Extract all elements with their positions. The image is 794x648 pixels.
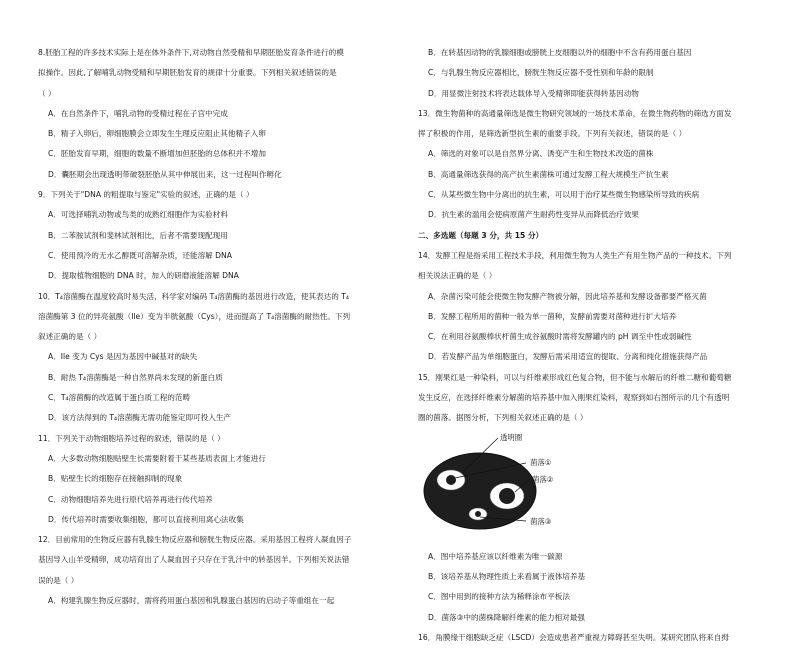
answer-option: C．动物细胞培养先进行原代培养再进行传代培养	[48, 494, 213, 504]
colony-1	[446, 475, 456, 485]
question-text-line: 11．下列关于动物细胞培养过程的叙述，错误的是（ ）	[38, 433, 225, 443]
question-text-line: 基因导入山羊受精卵，成功培育出了人凝血因子只存在于乳汁中的转基因羊。下列相关说法错	[38, 555, 350, 565]
answer-option: B．耐热 T₄溶菌酶是一种自然界尚未发现的新蛋白质	[48, 372, 223, 382]
answer-option: C．使用预冷的无水乙醇既可溶解杂质，还能溶解 DNA	[48, 250, 232, 260]
right-column	[418, 43, 773, 648]
question-text-line: 挥了积极的作用，是筛选新型抗生素的重要手段。下列有关叙述，错误的是（ ）	[418, 129, 687, 139]
question-text-line: 发生反应，在选择纤维素分解菌的培养基中加入刚果红染料，观察到如右图所示的几个有透明	[418, 393, 730, 403]
answer-option: A．筛选的对象可以是自然界分离、诱变产生和生物技术改造的菌株	[428, 149, 654, 159]
colony-3	[475, 511, 481, 517]
question-text-line: 13．微生物菌种的高通量筛选是微生物研究领域的一场技术革命，在微生物药物的筛选方面发	[418, 108, 732, 118]
answer-option: B．发酵工程所用的菌种一般为单一菌种，发酵前需要对菌种进行扩大培养	[428, 311, 677, 321]
answer-option: B．在转基因动物的乳腺细胞或膀胱上皮细胞以外的细胞中不含有药用蛋白基因	[428, 48, 692, 57]
answer-option: C．在利用谷氨酸棒状杆菌生成谷氨酸时需将发酵罐内的 pH 调至中性或弱碱性	[428, 332, 692, 342]
answer-option: A．Ile 变为 Cys 是因为基因中碱基对的缺失	[48, 352, 198, 362]
answer-option: D．若发酵产品为单细胞蛋白，发酵后需采用适宜的提取、分离和纯化措施获得产品	[428, 352, 708, 362]
petri-dish-figure	[418, 429, 773, 547]
question-text-line: 12．目前常用的生物反应器有乳腺生物反应器和膀胱生物反应器。采用基因工程将人凝血因子	[38, 535, 352, 545]
label-colony-3: 菌落③	[530, 516, 552, 526]
question-text-line: 溶菌酶第 3 位的异亮氨酸（Ile）变为半胱氨酸（Cys），进而提高了 T₄溶菌酶的耐热性。下列	[38, 311, 351, 321]
answer-option: C．胚胎发育早期，细胞的数量不断增加但胚胎的总体积并不增加	[48, 149, 266, 159]
answer-option: A．可选择哺乳动物或鸟类的成熟红细胞作为实验材料	[48, 210, 228, 220]
answer-option: B．该培养基从物理性质上来看属于液体培养基	[428, 571, 586, 581]
question-text-line: 圈的菌落。据图分析，下列相关叙述正确的是（ ）	[418, 413, 588, 423]
label-clear-zone: 透明圈	[500, 432, 523, 442]
answer-option: D．该方法得到的 T₄溶菌酶无需功能鉴定即可投入生产	[48, 413, 232, 423]
answer-option: A．图中培养基应该以纤维素为唯一碳源	[428, 551, 563, 561]
colony-2	[499, 488, 515, 504]
answer-option: C．T₄溶菌酶的改造属于蛋白质工程的范畴	[48, 393, 191, 403]
right-column-top	[418, 43, 773, 429]
label-colony-2: 菌落②	[532, 474, 554, 484]
question-text-line: 16．角膜缘干细胞缺乏症（LSCD）会造成患者严重视力障碍甚至失明。某研究团队将来自拇	[418, 632, 729, 642]
answer-option: B．贴壁生长的细胞存在接触抑制的现象	[48, 474, 183, 484]
question-text-line: 相关说法正确的是（ ）	[418, 271, 497, 281]
question-text-line: 叙述正确的是（ ）	[38, 332, 102, 342]
answer-option: D．抗生素的滥用会使病原菌产生耐药性变异从而降低治疗效果	[428, 210, 639, 220]
question-text-line: 14．发酵工程是指采用工程技术手段，利用微生物为人类生产有用生物产品的一种技术。下列	[418, 250, 732, 260]
answer-option: C．从某些微生物中分离出的抗生素，可以用于治疗某些微生物感染所导致的疾病	[428, 190, 700, 200]
answer-option: B．高通量筛选获得的高产抗生素菌株可通过发酵工程大规模生产抗生素	[428, 169, 669, 179]
petri-dish-diagram	[418, 429, 718, 547]
label-colony-1: 菌落①	[530, 457, 552, 467]
question-text-line: 9．下列关于"DNA 的粗提取与鉴定"实验的叙述，正确的是（ ）	[38, 190, 254, 200]
answer-option: B．二苯胺试剂和斐林试剂相比，后者不需要现配现用	[48, 230, 228, 240]
section-heading: 二、多选题（每题 3 分，共 15 分）	[418, 230, 544, 240]
question-text-line: 8.胚胎工程的许多技术实际上是在体外条件下,对动物自然受精和早期胚胎发育条件进行的模	[38, 48, 344, 57]
answer-option: A．在自然条件下，哺乳动物的受精过程在子宫中完成	[48, 108, 228, 118]
question-text-line: 拟操作。因此,了解哺乳动物受精和早期胚胎发育的规律十分重要。下列相关叙述错误的是	[38, 68, 337, 78]
question-text-line: 10．T₄溶菌酶在温度较高时易失活，科学家对编码 T₄溶菌酶的基因进行改造，使其表达的 T₄	[38, 291, 349, 301]
answer-option: A．大多数动物细胞贴壁生长需要附着于某些基质表面上才能进行	[48, 453, 266, 463]
answer-option: D．传代培养时需要收集细胞，都可以直接利用离心法收集	[48, 514, 244, 524]
answer-option: D．囊胚期会出现透明带破裂胚胎从其中伸展出来，这一过程叫作孵化	[48, 169, 282, 179]
answer-option: A．构建乳腺生物反应器时，需将药用蛋白基因和乳腺蛋白基因的启动子等重组在一起	[48, 596, 335, 606]
answer-option: B．精子入卵后，卵细胞膜会立即发生生理反应阻止其他精子入卵	[48, 129, 266, 139]
answer-option: C．图中用到的接种方法为稀释涂布平板法	[428, 592, 570, 602]
answer-option: D．提取植物细胞的 DNA 时，加入的研磨液能溶解 DNA	[48, 271, 239, 281]
right-column-bottom	[418, 547, 773, 648]
answer-option: A．杂菌污染可能会使微生物发酵产物被分解，因此培养基和发酵设备都要严格灭菌	[428, 291, 707, 301]
question-text-line: （ ）	[38, 88, 56, 98]
question-text-line: 误的是（ ）	[38, 575, 79, 585]
answer-option: D．菌落③中的菌株降解纤维素的能力相对最强	[428, 612, 585, 622]
question-text-line: 15．刚果红是一种染料，可以与纤维素形成红色复合物，但不能与水解后的纤维二糖和葡萄糖	[418, 372, 732, 382]
answer-option: C．与乳腺生物反应器相比，膀胱生物反应器不受性别和年龄的限制	[428, 68, 654, 78]
answer-option: D．用显微注射技术将表达载体导入受精卵即能获得转基因动物	[428, 88, 639, 98]
left-column	[38, 43, 393, 611]
